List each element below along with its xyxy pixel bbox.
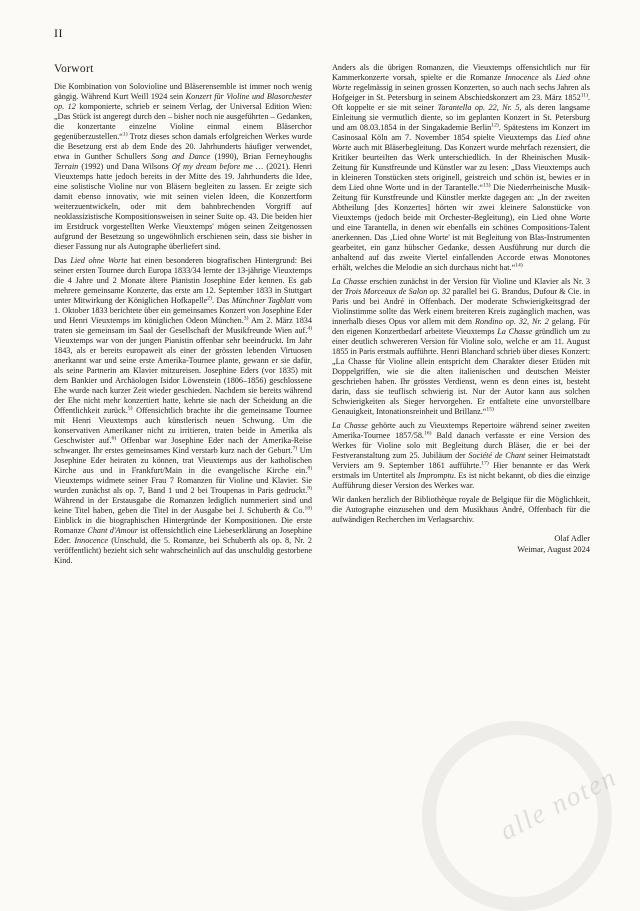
signature-block	[332, 533, 590, 555]
paragraph-intro: Die Kombination von Solovioline und Bläserensemble ist immer noch wenig gängig. Während Kurt Weill 1924 sein Konzert für Violine und Blasorchester op. 12 komponierte, schrieb er seinem Verlag, der Universal Edition Wien: „Das Stück ist angeregt durch den – bisher noch nie ausgeführten – Gedanken, die konzertante einzelne Violine einmal einem Bläserchor gegenüberzustellen.“$^{1)}$ Trotz dieses schon damals erfolgreichen Werkes wurde die Besetzung erst ab dem Ende des 20. Jahrhunderts häufiger verwendet, etwa in Gunther Schullers Song and Dance (1990), Brian Ferneyhoughs Terrain (1992) und Dana Wilsons Of my dream before me … (2021). Henri Vieuxtemps hatte jedoch bereits in der Mitte des 19. Jahrhunderts die Idee, eine solistische Violine nur von Bläsern begleiten zu lassen. Er zeigte sich damit ebenso innovativ, wie mit seinen vielen Ideen, die Konzertform weiterzuentwickeln, oder mit dem bahnbrechenden Vorgriff auf neoklassizistische Kompositionsweisen in seiner Suite op. 43. Die beiden hier im Erstdruck vorgestellten Werke Vieuxtemps' mögen seinen Zeitgenossen aufgrund der Besetzung so ungewöhnlich erschienen sein, dass sie bisher in dieser Fassung nur als Autographe überliefert sind.	[54, 82, 313, 251]
preface-heading: Vorwort	[54, 63, 94, 75]
paragraph-la-chasse-repertoire: La Chasse gehörte auch zu Vieuxtemps Repertoire während seiner zweiten Amerika-Tournee 1857/58.$^{16)}$ Bald danach verfasste er eine Version des Werkes für Violine solo mit Begleitung durch Bläser, die er bei der Festveranstaltung zum 25. Jubiläum der Société de Chant seiner Heimatstadt Verviers am 9. September 1861 aufführte.$^{17)}$ Hier benannte er das Werk erstmals im Untertitel als Impromptu. Es ist nicht bekannt, ob dies die einzige Aufführung dieser Version des Werkes war.	[332, 421, 590, 490]
page-number: II	[54, 26, 63, 40]
signature-place-date: Weimar, August 2024	[517, 545, 590, 554]
paragraph-innocence-performances: Anders als die übrigen Romanzen, die Vieuxtemps offensichtlich nur für Kammerkonzerte vorsah, spielte er die Romanze Innocence als Lied ohne Worte regelmässig in seinen grossen Konzerten, so auch nach sechs Jahren als Hofgeiger in St. Petersburg in seinem Abschiedskonzert am 23. März 1852$^{11)}$. Oft koppelte er sie mit seiner Tarantella op. 22, Nr. 5, als deren langsame Einleitung sie vermutlich diente, so im geplanten Konzert in St. Petersburg und am 08.03.1854 in der Singakademie Berlin$^{12)}$. Spätestens im Konzert im Casinosaal Köln am 7. November 1854 spielte Vieuxtemps das Lied ohne Worte auch mit Bläserbegleitung. Das Konzert wurde mehrfach rezensiert, die Kritiker beurteilten das Werk unterschiedlich. In der Rheinischen Musik-Zeitung für Kunstfreunde und Künstler war zu lesen: „Dass Vieuxtemps auch in kleineren Tonstücken stets originell, geistreich und schön ist, bewies er in dem Lied ohne Worte und in der Tarantelle.“$^{13)}$ Die Niederrheinische Musik-Zeitung für Kunstfreunde und Künstler merkte dagegen an: „In der zweiten Abtheilung [des Konzertes] hörten wir zwei kleinere Salonstücke von Vieuxtemps (jedoch beide mit Orchester-Begleitung), ein Lied ohne Worte und eine Tarantella, in denen wir ebenfalls ein schönes Compositions-Talent anerkennen. Das ‚Lied ohne Worte' ist mit Begleitung von Blas-Instrumenten gearbeitet, ein ganz hübscher Gedanke, dessen Ausführung nur durch die anhaltend auf das zweite Viertel einfallenden Accorde etwas Monotones erhält, welches die Melodie an sich durchaus nicht hat.“$^{14)}$	[332, 63, 590, 272]
left-column	[54, 63, 312, 570]
right-column	[332, 63, 590, 555]
text-columns	[54, 63, 590, 570]
paragraph-lied-ohne-worte-background: Das Lied ohne Worte hat einen besonderen biografischen Hintergrund: Bei seiner ersten Tournee durch Europa 1833/34 lernte der 13-jährige Vieuxtemps die 4 Jahre und 2 Monate ältere Pianistin Josephine Eder kennen. Es gab mehrere gemeinsame Konzerte, das erste am 12. September 1833 in Stuttgart unter Mitwirkung der Königlichen Hofkapelle$^{2)}$. Das Münchner Tagblatt vom 1. Oktober 1833 berichtete über ein gemeinsames Konzert von Josephine Eder und Henri Vieuxtemps im königlichen Odeon München.$^{3)}$ Am 2. März 1834 traten sie gemeinsam im Saal der Gesellschaft der Musikfreunde Wien auf.$^{4)}$ Vieuxtemps war von der jungen Pianistin offenbar sehr beeindruckt. Im Jahr 1843, als er bereits europaweit als einer der grössten lebenden Virtuosen anerkannt war und seine erste Amerika-Tournee plante, gewann er sie dafür, als seine Partnerin am Klavier mitzureisen. Josephine Eders (vor 1835) mit dem Bankier und Archäologen Isidor Löwenstein (1806–1856) geschlossene Ehe wurde nach kurzer Zeit wieder geschieden. Nachdem sie bereits während der Ehe nicht mehr konzertiert hatte, kehrte sie nach der Scheidung an die Öffentlichkeit zurück.$^{5)}$ Offensichtlich brachte ihr die gemeinsame Tournee mit Henri Vieuxtemps auch künstlerisch neuen Schwung. Um die konservativen Amerikaner nicht zu irritieren, traten beide in Amerika als Geschwister auf.$^{6)}$ Offenbar war Josephine Eder nach der Amerika-Reise schwanger. Ihr erstes gemeinsames Kind verstarb kurz nach der Geburt.$^{7)}$ Um Josephine Eder heiraten zu können, trat Vieuxtemps aus der katholischen Kirche aus und in Frankfurt/Main in die evangelische Kirche ein.$^{8)}$ Vieuxtemps widmete seiner Frau 7 Romanzen für Violine und Klavier. Sie wurden zunächst als op. 7, Band 1 und 2 bei Troupenas in Paris gedruckt.$^{9)}$ Während in der Erstausgabe die Romanzen lediglich nummeriert sind und keine Titel haben, geben die Titel in der Ausgabe bei J. Schuberth & Co.$^{10)}$ Einblick in die biographischen Hintergründe der Kompositionen. Die erste Romanze Chant d'Amour ist offensichtlich eine Liebeserklärung an Josephine Eder. Innocence (Unschuld, die 5. Romanze, bei Schuberth als op. 8, Nr. 2 veröffentlicht) bezieht sich sehr wahrscheinlich auf das unschuldig gestorbene Kind.	[54, 256, 313, 565]
watermark-text: alle noten	[494, 761, 622, 846]
paragraph-acknowledgements: Wir danken herzlich der Bibliothèque royale de Belgique für die Möglichkeit, die Autographe einzusehen und dem Musikhaus André, Offenbach für die aufwändigen Recherchen im Verlagsarchiv.	[332, 495, 590, 524]
paragraph-la-chasse-versions: La Chasse erschien zunächst in der Version für Violine und Klavier als Nr. 3 der Trois Morceaux de Salon op. 32 parallel bei G. Brandus, Dufour & Cie. in Paris und bei André in Offenbach. Der moderate Schwierigkeitsgrad der Violinstimme sollte das Werk einem breiteren Kreis zugänglich machen, was innerhalb dieses Opus vor allem mit dem Rondino op. 32, Nr. 2 gelang. Für den eigenen Konzertbedarf arbeitete Vieuxtemps La Chasse gründlich um zu einer deutlich schwereren Version für Violine solo, welche er am 11. August 1855 in Paris erstmals aufführte. Henri Blanchard schrieb über dieses Konzert: „La Chasse für Violine allein entspricht dem Charakter dieser Etüden mit Doppelgriffen, wie sie die alten italienischen und deutschen Meister geschrieben haben. Ihr grösstes Verdienst, wenn es denn eines ist, besteht darin, dass sie teuflisch schwierig ist. Nur der Autor kann aus solchen Schwierigkeiten als Sieger hervorgehen. Er entfaltete eine unvorstellbare Genauigkeit, Intonationsreinheit und Brillanz.“$^{15)}$	[332, 277, 590, 416]
signature-name: Olaf Adler	[554, 534, 590, 543]
watermark	[380, 681, 640, 846]
watermark-ring	[422, 721, 612, 911]
